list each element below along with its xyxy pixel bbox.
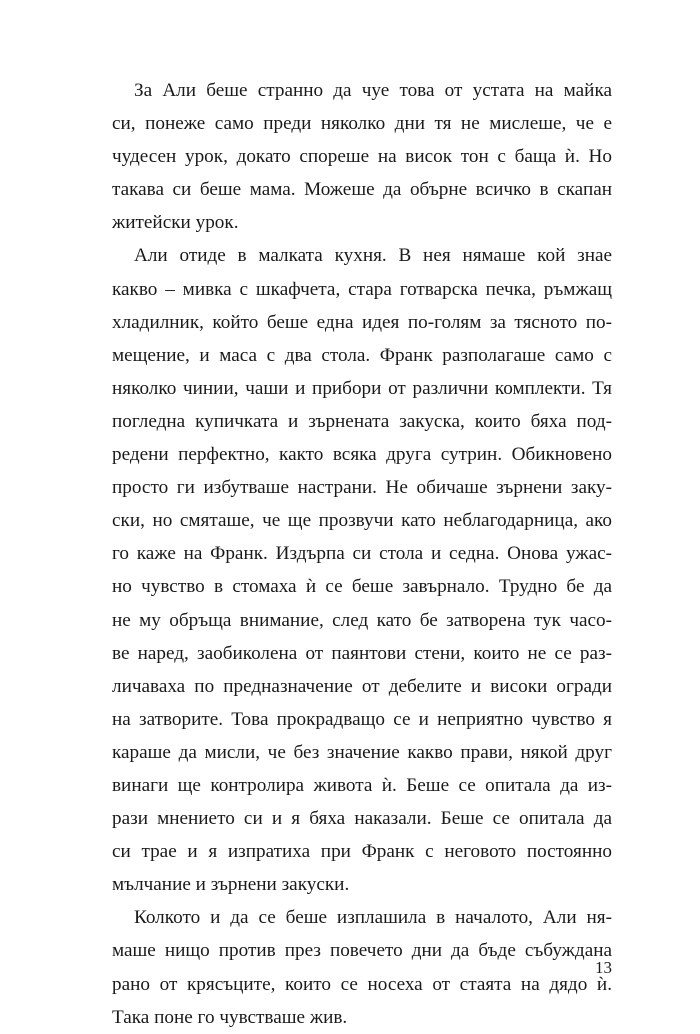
text-line: Така поне го чувстваше жив. [112,1006,348,1028]
text-line: Колкото и да се беше изплашила в началото, Али ня- [134,907,612,929]
page-number: 13 [595,958,612,977]
text-line: мещение, и маса с два стола. Франк разполагаше само с [112,344,612,366]
text-line: просто ги избутваше настрани. Не обичаше зърнени заку- [112,477,612,499]
text-line: ски, но смяташе, че ще прозвучи като неблагодарница, ако [112,510,612,532]
text-line: но чувство в стомаха ѝ се беше завърнало. Трудно бе да [112,576,612,598]
text-line: винаги ще контролира живота ѝ. Беше се опитала да из- [112,774,612,796]
text-line: рано от крясъците, които се носеха от стаята на дядо ѝ. [112,973,612,995]
paragraph-1 [112,74,612,239]
text-line: редени перфектно, както всяка друга сутрин. Обикновено [112,444,612,466]
paragraph-2 [112,239,612,901]
text-line: хладилник, който беше една идея по-голям за тясното по- [112,311,612,333]
text-line: маше нищо против през повечето дни да бъде събуждана [112,940,612,962]
text-line: караше да мисли, че без значение какво прави, някой друг [112,741,612,763]
text-line: личаваха по предназначение от дебелите и високи огради [112,675,612,697]
text-line: чудесен урок, докато спореше на висок тон с баща ѝ. Но [112,146,612,168]
text-line: мълчание и зърнени закуски. [112,874,350,896]
text-line: си, понеже само преди няколко дни тя не мислеше, че е [112,113,612,135]
text-line: на затворите. Това прокрадващо се и неприятно чувство я [112,708,612,730]
page-text [112,74,612,1034]
text-line: ве наред, заобиколена от паянтови стени, които не се раз- [112,642,612,664]
text-line: За Али беше странно да чуе това от устата на майка [134,80,612,101]
text-line: погледна купичката и зърнената закуска, които бяха под- [112,410,612,432]
text-line: какво – мивка с шкафчета, стара готварска печка, ръмжащ [112,278,612,300]
text-line: Али отиде в малката кухня. В нея нямаше кой знае [134,245,612,267]
text-line: няколко чинии, чаши и прибори от различни комплекти. Тя [112,377,612,399]
text-line: го каже на Франк. Издърпа си стола и седна. Онова ужас- [112,543,612,565]
text-line: си трае и я изпратиха при Франк с неговото постоянно [112,841,612,863]
text-line: рази мнението си и я бяха наказали. Беше се опитала да [112,808,612,830]
text-line: не му обръща внимание, след като бе затворена тук часо- [112,609,612,631]
text-line: житейски урок. [112,212,239,234]
paragraph-3 [112,901,612,1033]
text-line: такава си беше мама. Можеше да обърне всичко в скапан [112,179,612,201]
